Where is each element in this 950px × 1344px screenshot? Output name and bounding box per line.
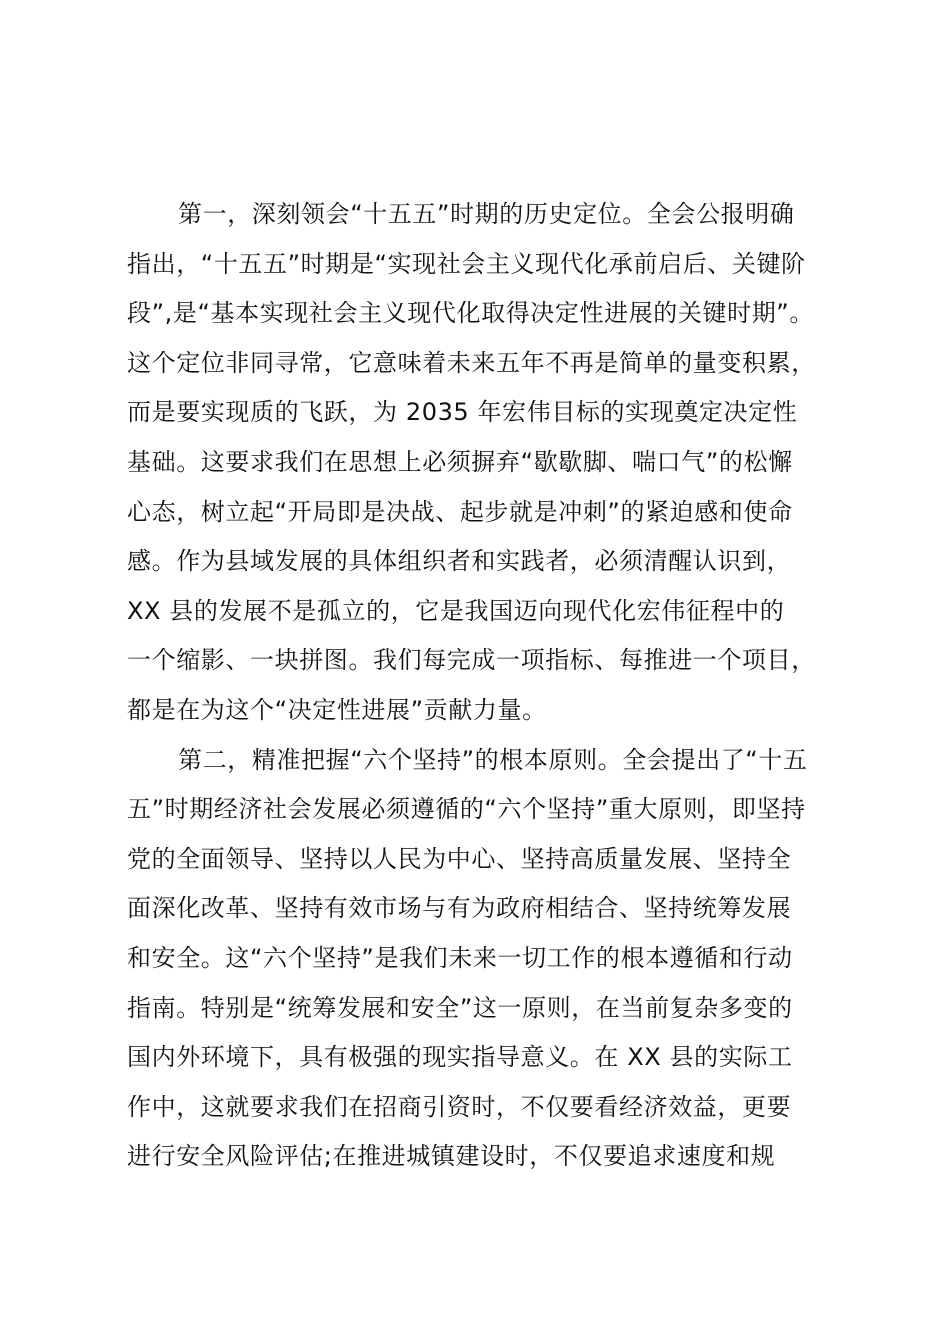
- paragraph-2-line: 指南。特别是“统筹发展和安全”这一原则，在当前复杂多变的: [127, 993, 793, 1022]
- paragraph-2-line: 进行安全风险评估;在推进城镇建设时，不仅要追求速度和规: [127, 1142, 776, 1171]
- paragraph-1-line: 段”,是“基本实现社会主义现代化取得决定性进展的关键时期”。: [127, 299, 814, 328]
- paragraph-2-line: 作中，这就要求我们在招商引资时，不仅要看经济效益，更要: [127, 1092, 792, 1121]
- paragraph-2-line: 和安全。这“六个坚持”是我们未来一切工作的根本遵循和行动: [127, 943, 793, 972]
- paragraph-2-line: 五”时期经济社会发展必须遵循的“六个坚持”重大原则，即坚持: [127, 795, 806, 824]
- paragraph-2-line: 党的全面领导、坚持以人民为中心、坚持高质量发展、坚持全: [127, 844, 792, 873]
- document-body: [127, 190, 849, 1182]
- paragraph-1-line: 基础。这要求我们在思想上必须摒弃“歇歇脚、喘口气”的松懈: [127, 447, 793, 476]
- paragraph-1-line: 第一，深刻领会“十五五”时期的历史定位。全会公报明确: [178, 200, 795, 228]
- paragraph-1-line: 而是要实现质的飞跃，为 2035 年宏伟目标的实现奠定决定性: [127, 398, 798, 427]
- paragraph-1-line: XX 县的发展不是孤立的，它是我国迈向现代化宏伟征程中的: [127, 596, 785, 625]
- paragraph-1-line: 感。作为县域发展的具体组织者和实践者，必须清醒认识到，: [127, 547, 792, 576]
- paragraph-1-line: 指出，“十五五”时期是“实现社会主义现代化承前启后、关键阶: [127, 249, 806, 278]
- paragraph-1-line: 这个定位非同寻常，它意味着未来五年不再是简单的量变积累，: [127, 348, 816, 377]
- paragraph-2-line: 第二，精准把握“六个坚持”的根本原则。全会提出了“十五: [178, 745, 808, 774]
- paragraph-1-line: 一个缩影、一块拼图。我们每完成一项指标、每推进一个项目，: [127, 646, 816, 675]
- paragraph-2-line: 国内外环境下，具有极强的现实指导意义。在 XX 县的实际工: [127, 1043, 793, 1072]
- paragraph-2-line: 面深化改革、坚持有效市场与有为政府相结合、坚持统筹发展: [127, 894, 792, 923]
- paragraph-1-line: 都是在为这个“决定性进展”贡献力量。: [127, 695, 547, 724]
- paragraph-1-line: 心态，树立起“开局即是决战、起步就是冲刺”的紧迫感和使命: [127, 497, 793, 526]
